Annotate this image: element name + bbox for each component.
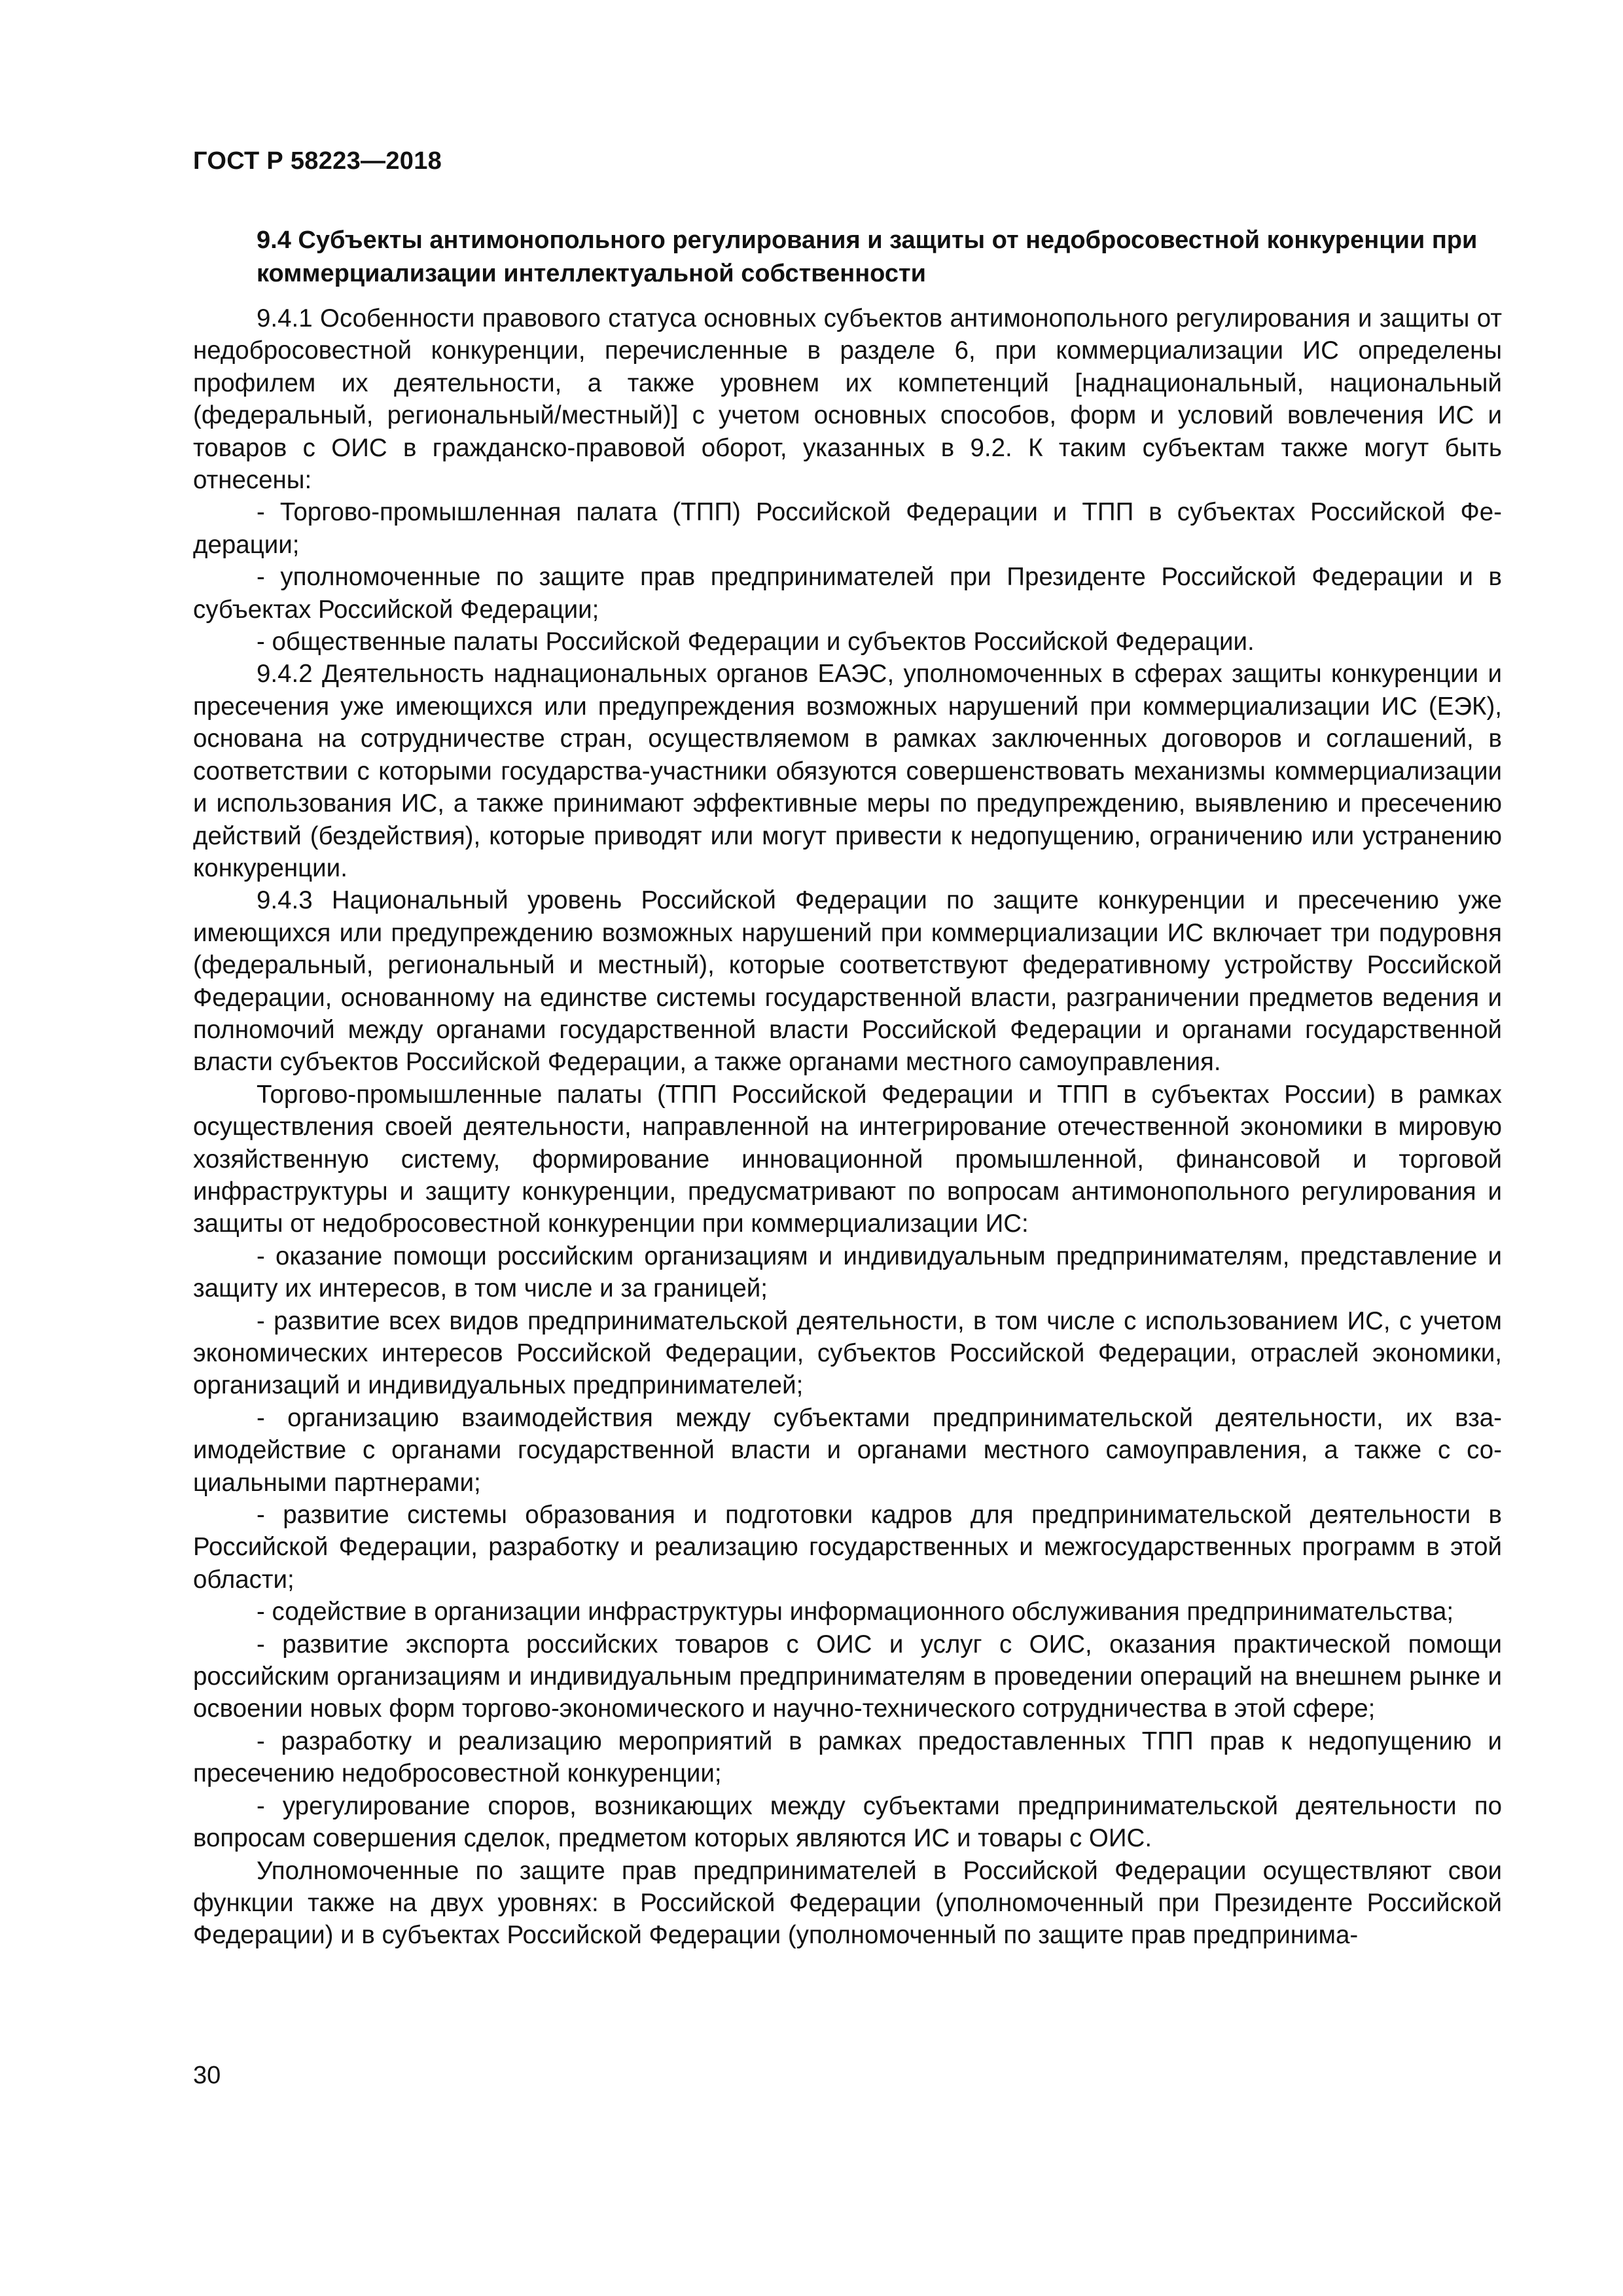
paragraph: - организацию взаимодействия между субъектами предпринимательской деятельности, их взаимодействие с органами государственной власти и органами местного самоуправления, а также с социальными партнерами; [193, 1403, 1502, 1497]
paragraph: Уполномоченные по защите прав предпринимателей в Российской Федерации осуществляют свои функции также на двух уровнях: в Российской Федерации (уполномоченный при Президенте Российской Федерации) и в субъектах Российской Федерации (уполномоченный по защите прав предпринима- [193, 1856, 1502, 1950]
paragraph: 9.4.3 Национальный уровень Российской Федерации по защите конкуренции и пресечению уже имеющихся или предупреждению возможных нарушений при коммерциализации ИС включает три подуровня (федеральный, региональный и местный), которые соответствуют федеративному устройству Российской Федерации, основанному на единстве системы государственной власти, разграничении предметов ведения и полномочий между органами государственной власти Российской Федерации и органами государственной власти субъектов Российской Федерации, а также органами местного самоуправления. [193, 886, 1502, 1077]
paragraph: - уполномоченные по защите прав предпринимателей при Президенте Российской Федерации и в субъектах Российской Федерации; [193, 563, 1502, 624]
paragraph: - развитие экспорта российских товаров с ОИС и услуг с ОИС, оказания практической помощи российским организациям и индивидуальным предпринимателям в проведении операций на внешнем рынке и освоении новых форм торгово-экономического и научно-технического сотрудничества в этой сфере; [193, 1630, 1502, 1723]
standard-designation-header: ГОСТ Р 58223—2018 [193, 147, 442, 175]
paragraph: - содействие в организации инфраструктуры информационного обслуживания предпринимательства; [257, 1598, 1454, 1626]
paragraph: - общественные палаты Российской Федерации и субъектов Российской Федерации. [257, 628, 1255, 656]
paragraph: Торгово-промышленные палаты (ТПП Российской Федерации и ТПП в субъектах России) в рамках осуществления своей деятельности, направленной на интегрирование отечественной экономики в мировую хозяйственную систему, формирование инновационной промышленной, финансовой и торговой инфраструктуры и защиту конкуренции, предусматривают по вопросам антимонопольного регулирования и защиты от недобросовестной конкуренции при коммерциализации ИС: [193, 1080, 1502, 1238]
paragraph: - развитие системы образования и подготовки кадров для предпринимательской деятельности в Российской Федерации, разработку и реализацию государственных и межгосударственных программ в этой области; [193, 1501, 1502, 1594]
paragraph: - урегулирование споров, возникающих между субъектами предпринимательской деятельности по вопросам совершения сделок, предметом которых являются ИС и товары с ОИС. [193, 1791, 1502, 1853]
page-number: 30 [193, 2062, 221, 2089]
paragraph: 9.4.1 Особенности правового статуса основных субъектов антимонопольного регулирования и защиты от недобросовестной конкуренции, перечисленные в разделе 6, при коммерциализации ИС определены профилем их деятельности, а также уровнем их компетенций [наднациональный, национальный (федеральный, региональный/местный)] с учетом основных способов, форм и условий вовлечения ИС и товаров с ОИС в гражданско-правовой оборот, указанных в 9.2. К таким субъектам также могут быть отнесены: [193, 304, 1502, 495]
paragraph: - оказание помощи российским организациям и индивидуальным предпринимателям, представление и защиту их интересов, в том числе и за границей; [193, 1242, 1502, 1303]
paragraph: 9.4.2 Деятельность наднациональных органов ЕАЭС, уполномоченных в сферах защиты конкуренции и пресечения уже имеющихся или предупреждения возможных нарушений при коммерциализации ИС (ЕЭК), основана на сотрудничестве стран, осуществляемом в рамках заключенных договоров и соглашений, в соответствии с которыми государства-участники обязуются совершенствовать механизмы коммерциализации и использования ИС, а также принимают эффективные меры по предупреждению, выявлению и пресечению действий (бездействия), которые приводят или могут привести к недопущению, ограничению или устранению конкуренции. [193, 660, 1502, 882]
paragraph: - Торгово-промышленная палата (ТПП) Российской Федерации и ТПП в субъектах Российской Федерации; [193, 498, 1502, 559]
section-title: 9.4 Субъекты антимонопольного регулирования и защиты от недобросовестной конкуренции при коммерциализации интеллектуальной собственности [257, 226, 1478, 287]
paragraph: - разработку и реализацию мероприятий в рамках предоставленных ТПП прав к недопущению и пресечению недобросовестной конкуренции; [193, 1727, 1502, 1788]
paragraph: - развитие всех видов предпринимательской деятельности, в том числе с использованием ИС, с учетом экономических интересов Российской Федерации, субъектов Российской Федерации, отраслей экономики, организаций и индивидуальных предпринимателей; [193, 1306, 1502, 1400]
body-text [193, 302, 1502, 1952]
